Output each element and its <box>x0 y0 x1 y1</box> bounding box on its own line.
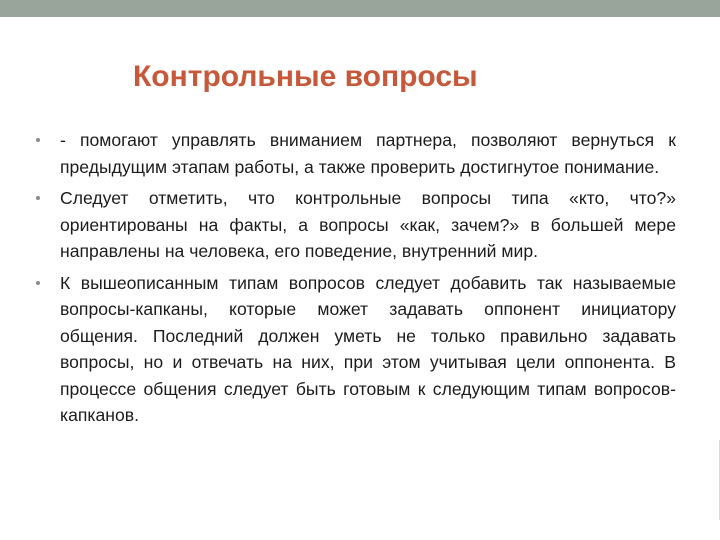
bullet-item <box>36 127 676 180</box>
bullet-marker <box>36 138 40 142</box>
bullet-text: К вышеописанным типам вопросов следует добавить так называемые вопросы-капканы, которые может задавать оппонент инициатору общения. Последний должен уметь не только правильно задавать вопросы, но и отвечать на них, при этом учитывая цели оппонента. В процессе общения следует быть готовым к следующим типам вопросов-капканов. <box>60 272 676 425</box>
bullet-text: Следует отметить, что контрольные вопросы типа «кто, что?» ориентированы на факты, а вопросы «как, зачем?» в большей мере направлены на человека, его поведение, внутренний мир. <box>60 188 676 261</box>
bullet-item <box>36 185 676 265</box>
bullet-marker <box>36 196 40 200</box>
bullet-list <box>36 127 676 434</box>
top-decorative-bar <box>0 0 720 17</box>
bullet-item <box>36 270 676 429</box>
bullet-text: - помогают управлять вниманием партнера, позволяют вернуться к предыдущим этапам работы, а также проверить достигнутое понимание. <box>60 130 676 177</box>
slide-title: Контрольные вопросы <box>133 60 478 93</box>
bullet-marker <box>36 281 40 285</box>
